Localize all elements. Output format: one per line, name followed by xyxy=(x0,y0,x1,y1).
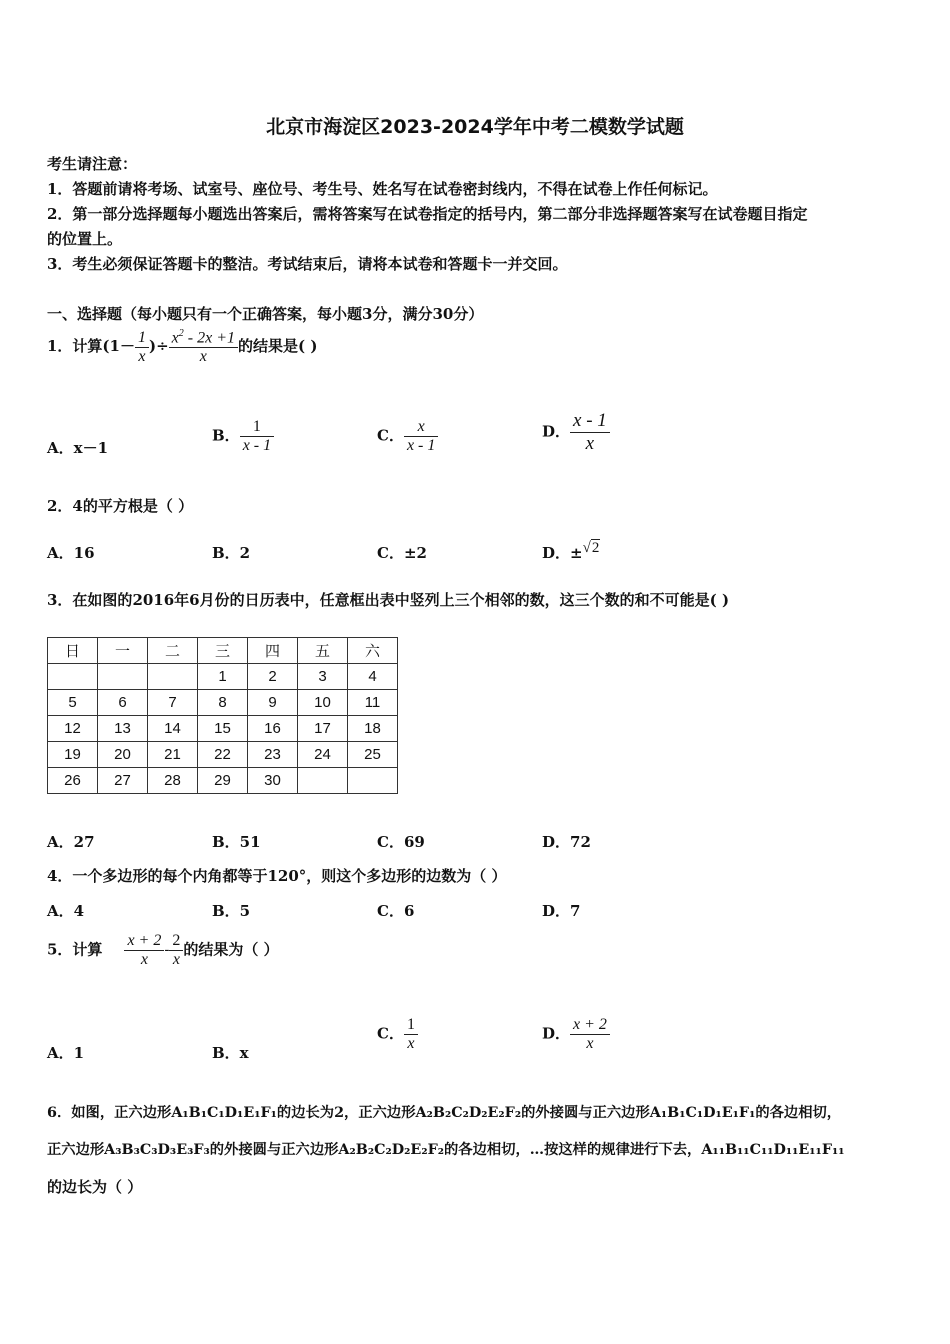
question-3: 3．在如图的2016年6月份的日历表中，任意框出表中竖列上三个相邻的数，这三个数的和不可能是( ) xyxy=(47,591,730,609)
calendar-header-cell: 六 xyxy=(348,638,398,664)
calendar-row xyxy=(48,716,398,742)
notice-item: 的位置上。 xyxy=(47,230,123,248)
question-5: 5．计算 $\frac{x + 2}{x}$ - $\frac{2}{x}$ 的结果为（ ） xyxy=(47,932,279,968)
question-4: 4．一个多边形的每个内角都等于120°，则这个多边形的边数为（ ） xyxy=(47,867,507,885)
option-c: C．±2 xyxy=(377,544,427,562)
notice-item: 2．第一部分选择题每小题选出答案后，需将答案写在试卷指定的括号内，第二部分非选择题答案写在试卷题目指定 xyxy=(47,205,808,223)
calendar-row xyxy=(48,742,398,768)
section-heading: 一、选择题（每小题只有一个正确答案，每小题3分，满分30分） xyxy=(47,305,484,323)
calendar-cell: 30 xyxy=(248,768,298,794)
calendar-cell: 5 xyxy=(48,690,98,716)
calendar-header-cell: 日 xyxy=(48,638,98,664)
calendar-header-cell: 五 xyxy=(298,638,348,664)
calendar-cell: 23 xyxy=(248,742,298,768)
calendar-cell: 25 xyxy=(348,742,398,768)
calendar-cell: 16 xyxy=(248,716,298,742)
option-b: B．51 xyxy=(212,833,261,851)
option-d: D．72 xyxy=(542,833,591,851)
calendar-cell: 4 xyxy=(348,664,398,690)
fraction: $\frac{2}{x}$ xyxy=(169,932,183,969)
calendar-cell: 7 xyxy=(148,690,198,716)
notice-item: 3．考生必须保证答题卡的整洁。考试结束后，请将本试卷和答题卡一并交回。 xyxy=(47,255,568,273)
calendar-header-cell: 一 xyxy=(98,638,148,664)
option-d: D． $\frac{x - 1}{x}$ xyxy=(542,410,610,455)
calendar-cell xyxy=(48,664,98,690)
calendar-cell: 15 xyxy=(198,716,248,742)
option-d: D．±√2 xyxy=(542,540,600,562)
fraction: $\frac{x - 1}{x}$ xyxy=(570,410,610,455)
option-b: B．x xyxy=(212,1044,249,1062)
calendar-cell xyxy=(148,664,198,690)
option-a: A．1 xyxy=(47,1044,85,1062)
calendar-cell: 12 xyxy=(48,716,98,742)
fraction: $\frac{x + 2}{x}$ xyxy=(124,932,164,969)
question-6-line: 正六边形A₃B₃C₃D₃E₃F₃的外接圆与正六边形A₂B₂C₂D₂E₂F₂的各边相切，…按这样的规律进行下去，A₁₁B₁₁C₁₁D₁₁E₁₁F₁₁ xyxy=(47,1142,845,1158)
square-root: √2 xyxy=(582,540,600,556)
notice-heading: 考生请注意： xyxy=(47,155,138,173)
option-d: D． $\frac{x + 2}{x}$ xyxy=(542,1016,610,1053)
calendar-cell xyxy=(348,768,398,794)
calendar-cell: 9 xyxy=(248,690,298,716)
fraction: $\frac{1}{x - 1}$ xyxy=(240,418,274,455)
calendar-header-row xyxy=(48,638,398,664)
calendar-cell: 21 xyxy=(148,742,198,768)
question-2: 2．4的平方根是（ ） xyxy=(47,497,194,515)
option-c: C． $\frac{1}{x}$ xyxy=(377,1016,418,1053)
q1-prefix: 1．计算(1－ xyxy=(47,337,135,356)
calendar-cell: 14 xyxy=(148,716,198,742)
calendar-cell: 6 xyxy=(98,690,148,716)
page-title: 北京市海淀区2023-2024学年中考二模数学试题 xyxy=(266,116,684,138)
fraction: $\frac{1}{x}$ xyxy=(404,1016,418,1053)
option-b: B． $\frac{1}{x - 1}$ xyxy=(212,418,274,455)
calendar-cell: 13 xyxy=(98,716,148,742)
question-1: 1．计算(1－ $\frac{1}{x}$ )÷ $\frac{x^2 - 2x +1}{x}$ 的结果是( ) xyxy=(47,328,318,366)
calendar-cell: 10 xyxy=(298,690,348,716)
calendar-cell: 1 xyxy=(198,664,248,690)
option-c: C．6 xyxy=(377,902,415,920)
calendar-cell: 22 xyxy=(198,742,248,768)
option-a: A．27 xyxy=(47,833,95,851)
fraction: $\frac{x}{x - 1}$ xyxy=(404,418,438,455)
calendar-cell: 18 xyxy=(348,716,398,742)
option-c: C． $\frac{x}{x - 1}$ xyxy=(377,418,438,455)
option-a: A．16 xyxy=(47,544,95,562)
fraction: $\frac{x + 2}{x}$ xyxy=(570,1016,610,1053)
calendar-cell: 28 xyxy=(148,768,198,794)
calendar-cell: 26 xyxy=(48,768,98,794)
fraction: $\frac{1}{x}$ xyxy=(135,329,149,366)
question-6-line: 的边长为（ ） xyxy=(47,1178,143,1196)
calendar-cell: 27 xyxy=(98,768,148,794)
calendar-cell: 11 xyxy=(348,690,398,716)
calendar-cell: 3 xyxy=(298,664,348,690)
option-d: D．7 xyxy=(542,902,581,920)
calendar-cell: 24 xyxy=(298,742,348,768)
calendar-row xyxy=(48,768,398,794)
notice-item: 1．答题前请将考场、试室号、座位号、考生号、姓名写在试卷密封线内，不得在试卷上作任何标记。 xyxy=(47,180,718,198)
question-6-line: 6．如图，正六边形A₁B₁C₁D₁E₁F₁的边长为2，正六边形A₂B₂C₂D₂E₂F₂的外接圆与正六边形A₁B₁C₁D₁E₁F₁的各边相切， xyxy=(47,1105,842,1121)
calendar-cell: 20 xyxy=(98,742,148,768)
option-c: C．69 xyxy=(377,833,425,851)
option-a: A．x－1 xyxy=(47,439,109,457)
option-b: B．5 xyxy=(212,902,251,920)
calendar-cell: 2 xyxy=(248,664,298,690)
calendar-cell xyxy=(98,664,148,690)
calendar-row xyxy=(48,664,398,690)
calendar-header-cell: 四 xyxy=(248,638,298,664)
calendar-table xyxy=(47,637,398,794)
calendar-header-cell: 三 xyxy=(198,638,248,664)
calendar-row xyxy=(48,690,398,716)
fraction: $\frac{x^2 - 2x +1}{x}$ xyxy=(169,328,238,366)
calendar-cell xyxy=(298,768,348,794)
calendar-cell: 8 xyxy=(198,690,248,716)
calendar-header-cell: 二 xyxy=(148,638,198,664)
calendar-cell: 17 xyxy=(298,716,348,742)
calendar-cell: 19 xyxy=(48,742,98,768)
calendar-cell: 29 xyxy=(198,768,248,794)
option-a: A．4 xyxy=(47,902,85,920)
option-b: B．2 xyxy=(212,544,251,562)
